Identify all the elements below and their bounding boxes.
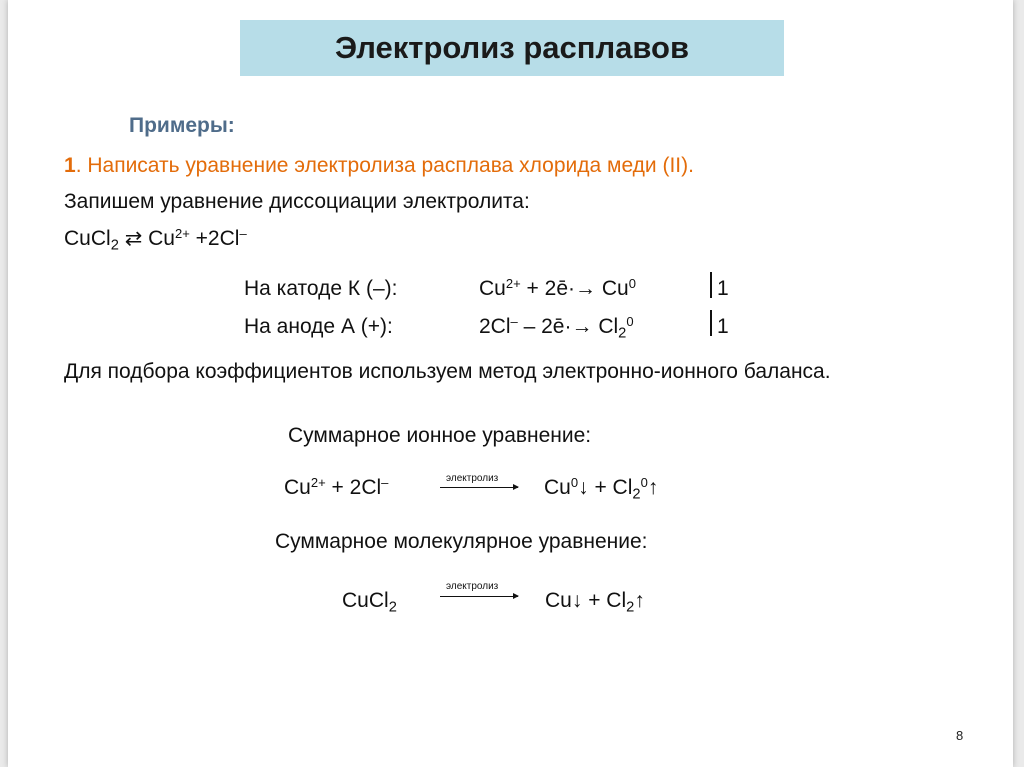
- molecular-products: Cu↓ + $Cl_2↑$: [545, 589, 645, 616]
- slide: [8, 0, 1013, 767]
- ionic-reaction-arrow: [440, 487, 518, 488]
- anode-equation: 2Cl– – 2ē·→ $Cl_2^0$: [479, 313, 634, 342]
- dissociation-equation: CuCl$_2$ ⇄ $Cu^{2+} +2Cl^-$: [64, 225, 247, 254]
- ionic-reactants: $Cu^{2+} + 2Cl^-$: [284, 474, 389, 499]
- task-statement: [64, 155, 694, 176]
- ionic-arrow-label: электролиз: [446, 473, 499, 484]
- balance-note: Для подбора коэффициентов используем метод электронно-ионного баланса.: [64, 360, 831, 383]
- cathode-label: На катоде К (–):: [244, 277, 398, 300]
- cathode-equation: $Cu^{2+}$ + 2ē·→ $Cu^0$: [479, 275, 636, 300]
- slide-title: Электролиз расплавов: [334, 30, 690, 65]
- molecular-heading: Суммарное молекулярное уравнение:: [275, 530, 648, 553]
- ionic-products: $Cu^0↓$ + $Cl_2^0↑$: [544, 474, 659, 503]
- page-number: 8: [956, 728, 964, 743]
- anode-balance-bar: [710, 310, 712, 336]
- anode-label: На аноде А (+):: [244, 315, 393, 338]
- cathode-coefficient: 1: [717, 277, 729, 300]
- anode-coefficient: 1: [717, 315, 729, 338]
- molecular-arrow-label: электролиз: [446, 581, 499, 592]
- task-text: . Написать уравнение электролиза расплава хлорида меди (II).: [75, 154, 694, 177]
- dissociation-intro: Запишем уравнение диссоциации электролита:: [64, 190, 530, 213]
- task-number: 1: [64, 154, 76, 177]
- molecular-reactant: CuCl$_2$: [342, 589, 397, 616]
- title-banner: [240, 20, 784, 76]
- ionic-heading: Суммарное ионное уравнение:: [288, 424, 592, 447]
- cathode-balance-bar: [710, 272, 712, 298]
- examples-label: Примеры:: [129, 114, 235, 137]
- molecular-reaction-arrow: [440, 596, 518, 597]
